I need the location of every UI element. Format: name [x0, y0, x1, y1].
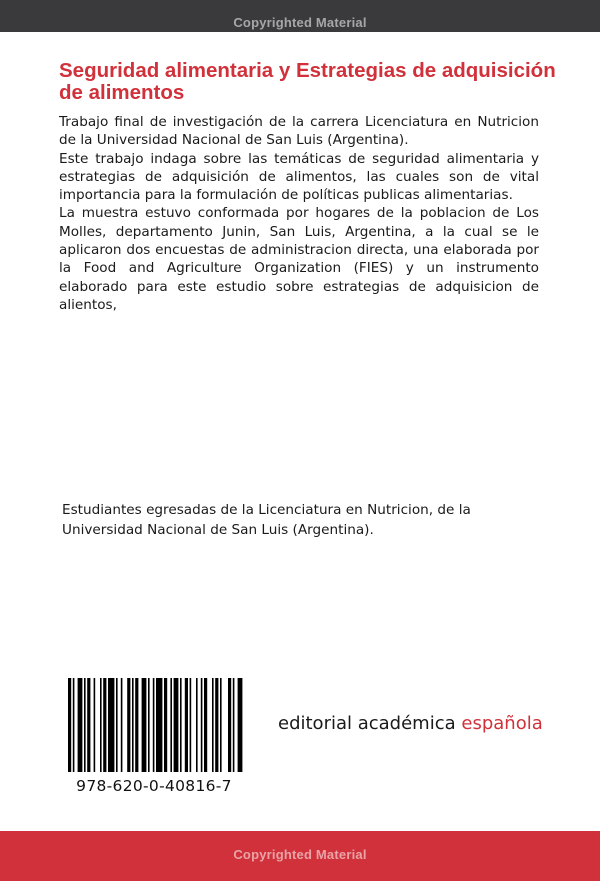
- description-paragraph: La muestra estuvo conformada por hogares de la poblacion de Los Molles, departamento Junin, San Luis, Argentina, a la cual se le aplicaron dos encuestas de administracion directa, una elaborada por la Food and Agriculture Organization (FIES) y un instrumento elaborado para este estudio sobre estrategias de adquisicion de alientos,: [59, 205, 539, 313]
- publisher-name-accent: española: [461, 713, 543, 734]
- description-paragraph: Este trabajo indaga sobre las temáticas de seguridad alimentaria y estrategias de adquisición de alimentos, las cuales son de vital importancia para la formulación de políticas publicas alimentarias.: [59, 150, 539, 204]
- author-bio: Estudiantes egresadas de la Licenciatura en Nutricion, de la Universidad Nacional de San Luis (Argentina).: [62, 502, 471, 538]
- bottom-bar: [0, 831, 600, 881]
- top-bar: [0, 0, 600, 32]
- watermark-top: Copyrighted Material: [233, 15, 367, 30]
- isbn-number: 978-620-0-40816-7: [76, 777, 232, 795]
- watermark-bottom: Copyrighted Material: [233, 847, 367, 862]
- barcode: [62, 672, 246, 802]
- publisher-logo: [278, 713, 543, 734]
- barcode-icon: [62, 672, 246, 776]
- publisher-name: editorial académica: [278, 713, 462, 734]
- description-paragraph: Trabajo final de investigación de la carrera Licenciatura en Nutricion de la Universidad Nacional de San Luis (Argentina).: [59, 114, 539, 149]
- book-title: Seguridad alimentaria y Estrategias de adquisición de alimentos: [59, 59, 556, 104]
- description: [59, 113, 539, 314]
